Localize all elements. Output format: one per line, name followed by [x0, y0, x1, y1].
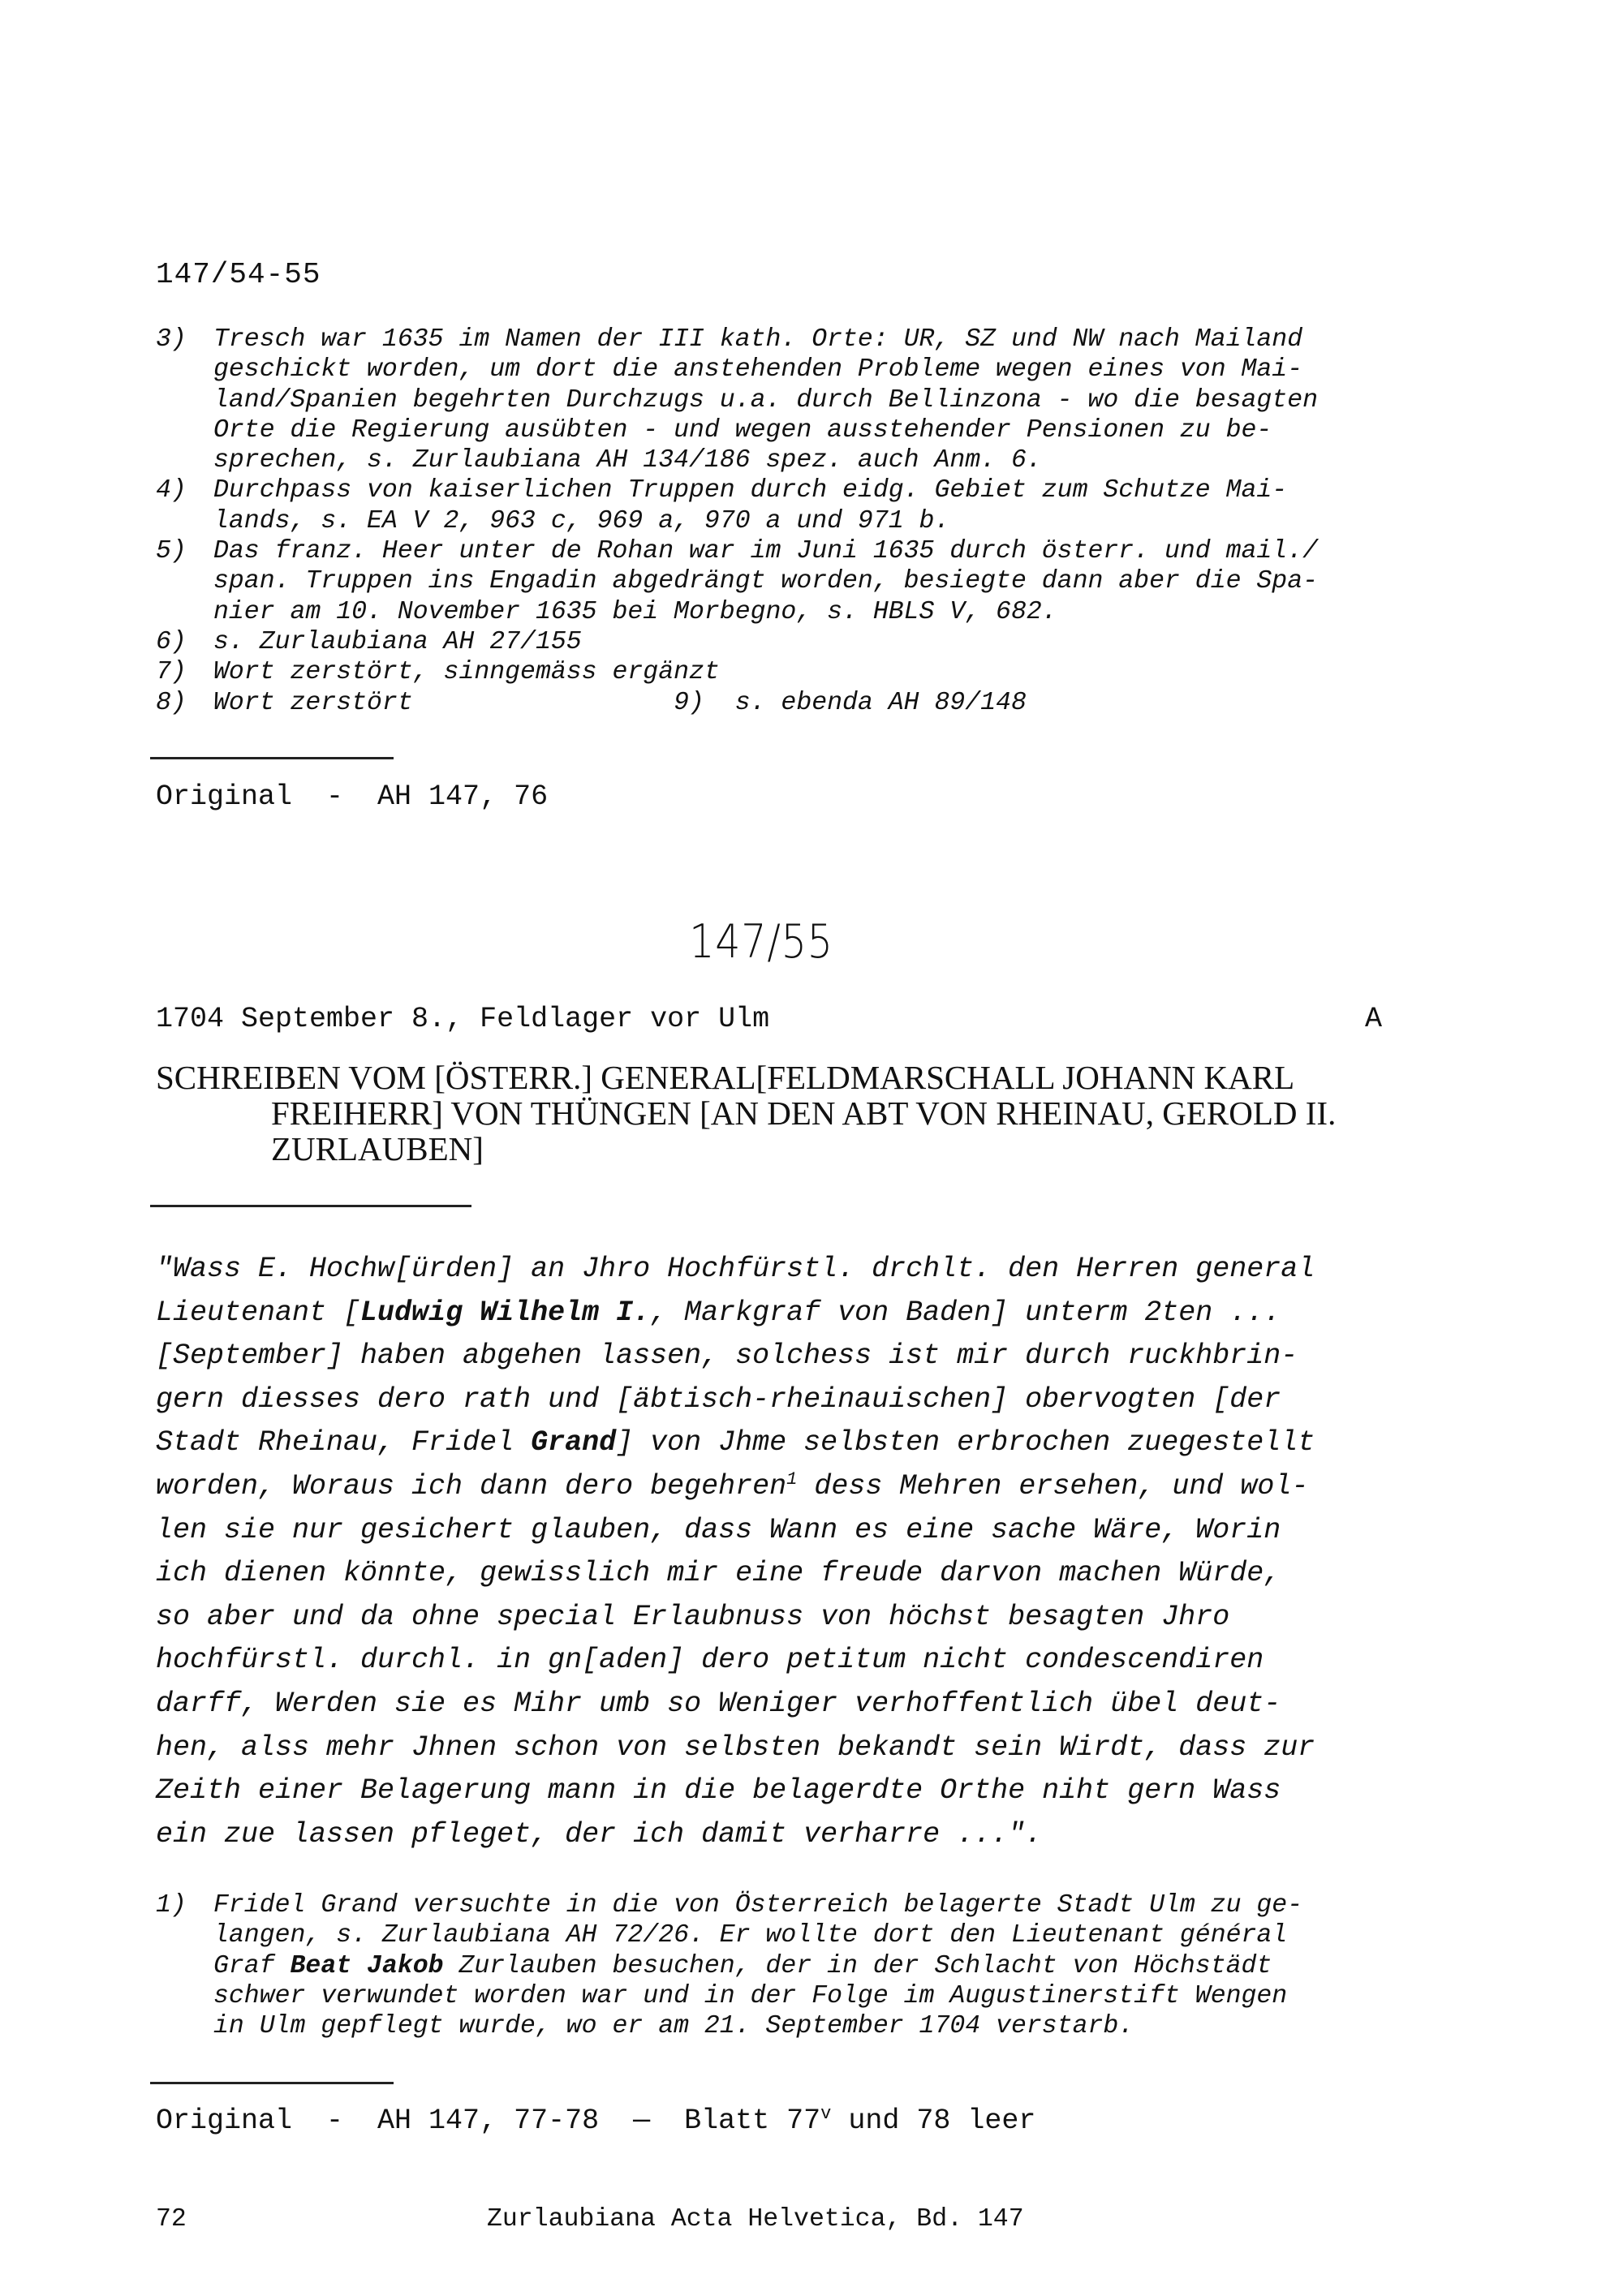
text-line: Lieutenant [Ludwig Wilhelm I., Markgraf von Baden] unterm 2ten ... [156, 1296, 1281, 1329]
text-line: [September] haben abgehen lassen, solchess ist mir durch ruckhbrin- [156, 1339, 1298, 1373]
running-footer: Zurlaubiana Acta Helvetica, Bd. 147 [487, 2205, 1024, 2234]
footnote-number: 5) [156, 537, 187, 566]
divider [150, 757, 394, 759]
text-line: darff, Werden sie es Mihr umb so Weniger verhoffentlich übel deut- [156, 1687, 1281, 1720]
footnote [156, 536, 1422, 627]
document-type-marker: A [1365, 1003, 1383, 1035]
footnote-line: Durchpass von kaiserlichen Truppen durch eidg. Gebiet zum Schutze Mai- [213, 476, 1288, 505]
document-date-place: 1704 September 8., Feldlager vor Ulm [156, 1003, 770, 1035]
footnote-number: 7) [156, 658, 187, 687]
text-line: Stadt Rheinau, Fridel Grand] von Jhme selbsten erbrochen zuegestellt [156, 1426, 1315, 1460]
text-line: hen, alss mehr Jhnen schon von selbsten bekandt sein Wirdt, dass zur [156, 1731, 1315, 1764]
footnote-line: geschickt worden, um dort die anstehenden Probleme wegen eines von Mai- [213, 355, 1303, 385]
footnote-line: langen, s. Zurlaubiana AH 72/26. Er wollte dort den Lieutenant général [213, 1921, 1288, 1950]
original-source-note: Original - AH 147, 76 [156, 780, 549, 813]
footnote-line: Wort zerstört, sinngemäss ergänzt [213, 658, 720, 687]
footnote-number: 1) [156, 1891, 187, 1920]
text-line: gern diesses dero rath und [äbtisch-rheinauischen] obervogten [der [156, 1382, 1281, 1416]
text-line: ein zue lassen pfleget, der ich damit verharre ...". [156, 1817, 1043, 1851]
footnote-number: 4) [156, 476, 187, 505]
text-line: hochfürstl. durchl. in gn[aden] dero petitum nicht condescendiren [156, 1644, 1264, 1677]
text-line: worden, Woraus ich dann dero begehren$^1$ dess Mehren ersehen, und wol- [156, 1468, 1309, 1503]
document-title [156, 1060, 1336, 1167]
person-name: Beat Jakob [290, 1951, 444, 1980]
footnote [156, 657, 1422, 687]
verso-mark: v [820, 2104, 832, 2124]
footnote-line: schwer verwundet worden war und in der Folge im Augustinerstift Wengen [213, 1981, 1288, 2010]
document-number: 147/55 [689, 915, 833, 969]
title-line: SCHREIBEN VOM [ÖSTERR.] GENERAL[FELDMARSCHALL JOHANN KARL [156, 1059, 1295, 1096]
letter-text [156, 1248, 1422, 1856]
divider [150, 2082, 394, 2084]
text-line: len sie nur gesichert glauben, dass Wann es eine sache Wäre, Worin [156, 1513, 1281, 1546]
footnote [156, 325, 1422, 475]
footnote [156, 475, 1422, 536]
footnote-line: Tresch war 1635 im Namen der III kath. Orte: UR, SZ und NW nach Mailand [213, 325, 1303, 354]
footnote-line: in Ulm gepflegt wurde, wo er am 21. September 1704 verstarb. [213, 2012, 1134, 2041]
text-line: "Wass E. Hochw[ürden] an Jhro Hochfürstl. drchlt. den Herren general [156, 1253, 1315, 1285]
document-footnote [156, 1890, 1422, 2041]
footnote-line: Fridel Grand versuchte in die von Österreich belagerte Stadt Ulm zu ge- [213, 1891, 1303, 1920]
footnote-line: s. Zurlaubiana AH 27/155 [213, 627, 582, 656]
footnote-number: 3) [156, 325, 187, 354]
footnotes-previous-document [156, 325, 1422, 718]
footnote-line: Orte die Regierung ausübten - und wegen ausstehender Pensionen zu be- [213, 415, 1272, 445]
footnote-line: Graf Beat Jakob Zurlauben besuchen, der in der Schlacht von Höchstädt [213, 1951, 1272, 1980]
divider [150, 1205, 471, 1207]
footnote [156, 688, 1422, 718]
page-reference: 147/54-55 [156, 258, 321, 291]
footnote-number: 8) [156, 688, 187, 717]
footnote-line: span. Truppen ins Engadin abgedrängt worden, besiegte dann aber die Spa- [213, 567, 1319, 596]
page-number: 72 [156, 2205, 187, 2234]
title-line: ZURLAUBEN] [271, 1130, 484, 1167]
footnote [156, 627, 1422, 657]
footnote-line: lands, s. EA V 2, 963 c, 969 a, 970 a und 971 b. [213, 506, 950, 535]
footnote-line: sprechen, s. Zurlaubiana AH 134/186 spez. auch Anm. 6. [213, 446, 1042, 475]
text-line: so aber und da ohne special Erlaubnuss von höchst besagten Jhro [156, 1600, 1230, 1633]
footnote-number: 6) [156, 627, 187, 656]
footnote-reference: 1 [786, 1468, 798, 1490]
footnote-line: nier am 10. November 1635 bei Morbegno, s. HBLS V, 682. [213, 597, 1057, 626]
footnote-line: Das franz. Heer unter de Rohan war im Juni 1635 durch österr. und mail./ [213, 537, 1319, 566]
title-line: FREIHERR] VON THÜNGEN [AN DEN ABT VON RHEINAU, GEROLD II. [271, 1094, 1337, 1132]
original-source-note: Original - AH 147, 77-78 — Blatt 77$^v$ und 78 leer [156, 2104, 1036, 2137]
person-name: Ludwig Wilhelm I. [360, 1296, 651, 1329]
person-name: Grand [531, 1426, 617, 1460]
footnote-line: land/Spanien begehrten Durchzugs u.a. durch Bellinzona - wo die besagten [213, 385, 1319, 415]
text-line: Zeith einer Belagerung mann in die belagerdte Orthe niht gern Wass [156, 1774, 1281, 1808]
text-line: ich dienen könnte, gewisslich mir eine freude darvon machen Würde, [156, 1557, 1281, 1590]
footnote-line: Wort zerstört 9) s. ebenda AH 89/148 [213, 688, 1027, 717]
